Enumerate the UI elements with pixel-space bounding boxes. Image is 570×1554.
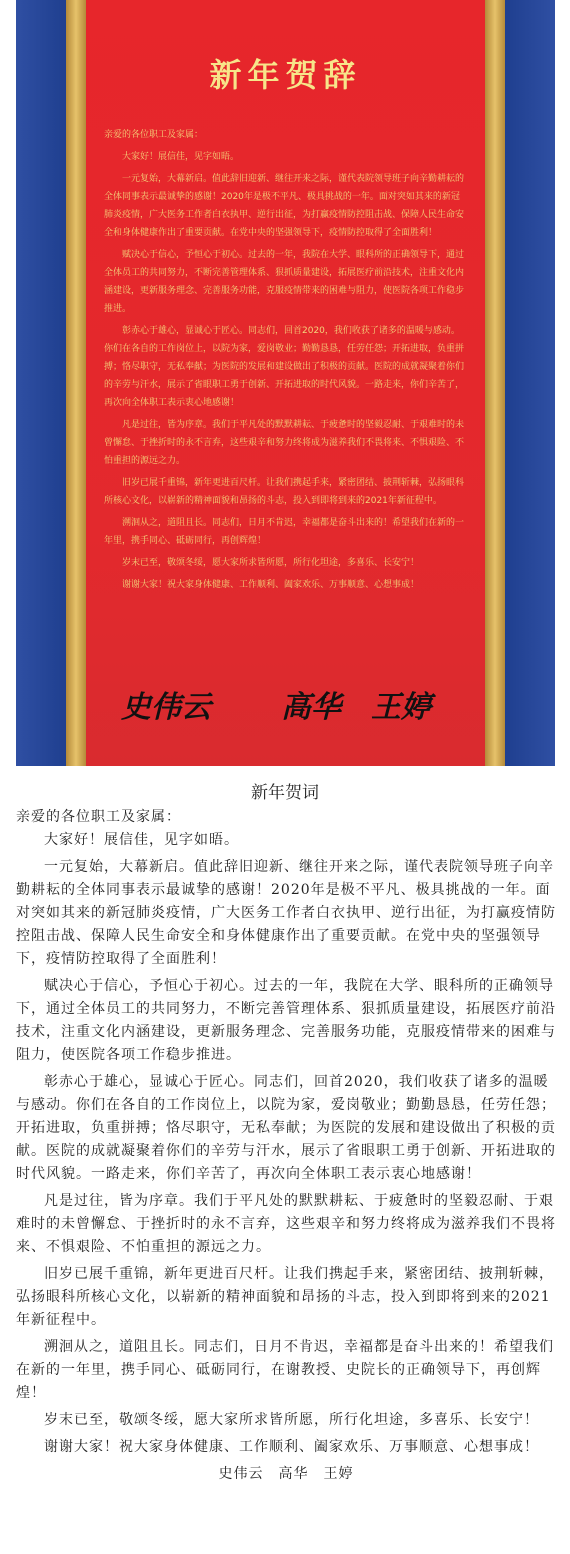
poster-paragraph: 溯洄从之，道阻且长。同志们，日月不肯迟，幸福都是奋斗出来的！希望我们在新的一年里，携手同心、砥砺同行，再创辉煌！ — [104, 518, 465, 546]
poster-paragraph: 大家好！展信佳，见字如晤。 — [122, 152, 240, 162]
poster-title: 新年贺辞 — [209, 56, 362, 94]
document-signature: 史伟云 高华 王婷 — [218, 1466, 354, 1482]
document-paragraph: 大家好！展信佳，见字如晤。 — [44, 832, 239, 848]
document-paragraph: 谢谢大家！祝大家身体健康、工作顺利、阖家欢乐、万事顺意、心想事成！ — [44, 1439, 539, 1455]
document-paragraph: 旧岁已展千重锦，新年更进百尺杆。让我们携起手来，紧密团结、披荆斩棘，弘扬眼科所核心文化，以崭新的精神面貌和昂扬的斗志，投入到即将到来的2021年新征程中。 — [16, 1266, 554, 1328]
document-paragraph: 岁末已至，敬颂冬绥，愿大家所求皆所愿，所行化坦途，多喜乐、长安宁！ — [44, 1412, 539, 1428]
poster — [16, 0, 555, 766]
poster-body — [104, 126, 467, 598]
document-greeting: 亲爱的各位职工及家属： — [16, 809, 181, 825]
signature: 王婷 — [371, 690, 431, 725]
poster-signatures — [116, 682, 455, 725]
poster-paragraph: 岁末已至，敬颂冬绥，愿大家所求皆所愿，所行化坦途，多喜乐、长安宁！ — [122, 558, 420, 568]
poster-red-panel — [86, 0, 485, 766]
signature: 高华 — [281, 690, 341, 725]
poster-paragraph: 彰赤心于雄心，显诚心于匠心。同志们，回首2020，我们收获了诸多的温暖与感动。你们在各自的工作岗位上，以院为家，爱岗敬业；勤勤恳恳，任劳任怨；开拓进取，负重拼搏；恪尽职守，无私奉献；为医院的发展和建设做出了积极的贡献。医院的成就凝聚着你们的辛劳与汗水，展示了省眼职工勇于创新、开拓进取的时代风貌。一路走来，你们辛苦了，再次向全体职工表示衷心地感谢！ — [104, 326, 465, 408]
document-body — [16, 806, 556, 1490]
poster-paragraph: 凡是过往，皆为序章。我们于平凡处的默默耕耘、于疲惫时的坚毅忍耐、于艰难时的未曾懈怠、于挫折时的永不言弃，这些艰辛和努力终将成为滋养我们不畏将来、不惧艰险、不怕重担的源远之力。 — [104, 420, 465, 466]
poster-blue-border-left — [16, 0, 66, 766]
poster-paragraph: 一元复始，大幕新启。值此辞旧迎新、继往开来之际，谨代表院领导班子向辛勤耕耘的全体同事表示最诚挚的感谢！2020年是极不平凡、极具挑战的一年。面对突如其来的新冠肺炎疫情，广大医务工作者白衣执甲、逆行出征，为打赢疫情防控阻击战、保障人民生命安全和身体健康作出了重要贡献。在党中央的坚强领导下，疫情防控取得了全面胜利！ — [104, 174, 465, 238]
document-paragraph: 一元复始，大幕新启。值此辞旧迎新、继往开来之际，谨代表院领导班子向辛勤耕耘的全体同事表示最诚挚的感谢！2020年是极不平凡、极具挑战的一年。面对突如其来的新冠肺炎疫情，广大医务工作者白衣执甲、逆行出征，为打赢疫情防控阻击战、保障人民生命安全和身体健康作出了重要贡献。在党中央的坚强领导下，疫情防控取得了全面胜利！ — [16, 859, 556, 967]
signature: 史伟云 — [121, 690, 211, 725]
document-paragraph: 溯洄从之，道阻且长。同志们，日月不肯迟，幸福都是奋斗出来的！希望我们在新的一年里，携手同心、砥砺同行，在谢教授、史院长的正确领导下，再创辉煌！ — [16, 1339, 554, 1401]
poster-greeting: 亲爱的各位职工及家属： — [104, 130, 204, 140]
document-paragraph: 赋决心于信心，予恒心于初心。过去的一年，我院在大学、眼科所的正确领导下，通过全体员工的共同努力，不断完善管理体系、狠抓质量建设，拓展医疗前沿技术，注重文化内涵建设，更新服务理念、完善服务功能，克服疫情带来的困难与阻力，使医院各项工作稳步推进。 — [16, 978, 556, 1063]
document-title: 新年贺词 — [251, 783, 319, 803]
document-paragraph: 彰赤心于雄心，显诚心于匠心。同志们，回首2020，我们收获了诸多的温暖与感动。你们在各自的工作岗位上，以院为家，爱岗敬业；勤勤恳恳，任劳任怨；开拓进取，负重拼搏；恪尽职守，无私奉献；为医院的发展和建设做出了积极的贡献。医院的成就凝聚着你们的辛劳与汗水，展示了省眼职工勇于创新、开拓进取的时代风貌。一路走来，你们辛苦了，再次向全体职工表示衷心地感谢！ — [16, 1074, 556, 1182]
document-paragraph: 凡是过往，皆为序章。我们于平凡处的默默耕耘、于疲惫时的坚毅忍耐、于艰难时的未曾懈怠、于挫折时的永不言弃，这些艰辛和努力终将成为滋养我们不畏将来、不惧艰险、不怕重担的源远之力。 — [16, 1193, 556, 1255]
poster-gold-border-left — [66, 0, 86, 766]
poster-gold-border-right — [485, 0, 505, 766]
poster-paragraph: 赋决心于信心，予恒心于初心。过去的一年，我院在大学、眼科所的正确领导下，通过全体员工的共同努力，不断完善管理体系、狠抓质量建设，拓展医疗前沿技术，注重文化内涵建设，更新服务理念、完善服务功能，克服疫情带来的困难与阻力，使医院各项工作稳步推进。 — [104, 250, 465, 314]
poster-blue-border-right — [505, 0, 555, 766]
poster-paragraph: 谢谢大家！祝大家身体健康、工作顺利、阖家欢乐、万事顺意、心想事成！ — [122, 580, 420, 590]
document-transcript — [0, 766, 570, 1554]
poster-paragraph: 旧岁已展千重锦，新年更进百尺杆。让我们携起手来，紧密团结、披荆斩棘，弘扬眼科所核心文化，以崭新的精神面貌和昂扬的斗志，投入到即将到来的2021年新征程中。 — [104, 478, 465, 506]
